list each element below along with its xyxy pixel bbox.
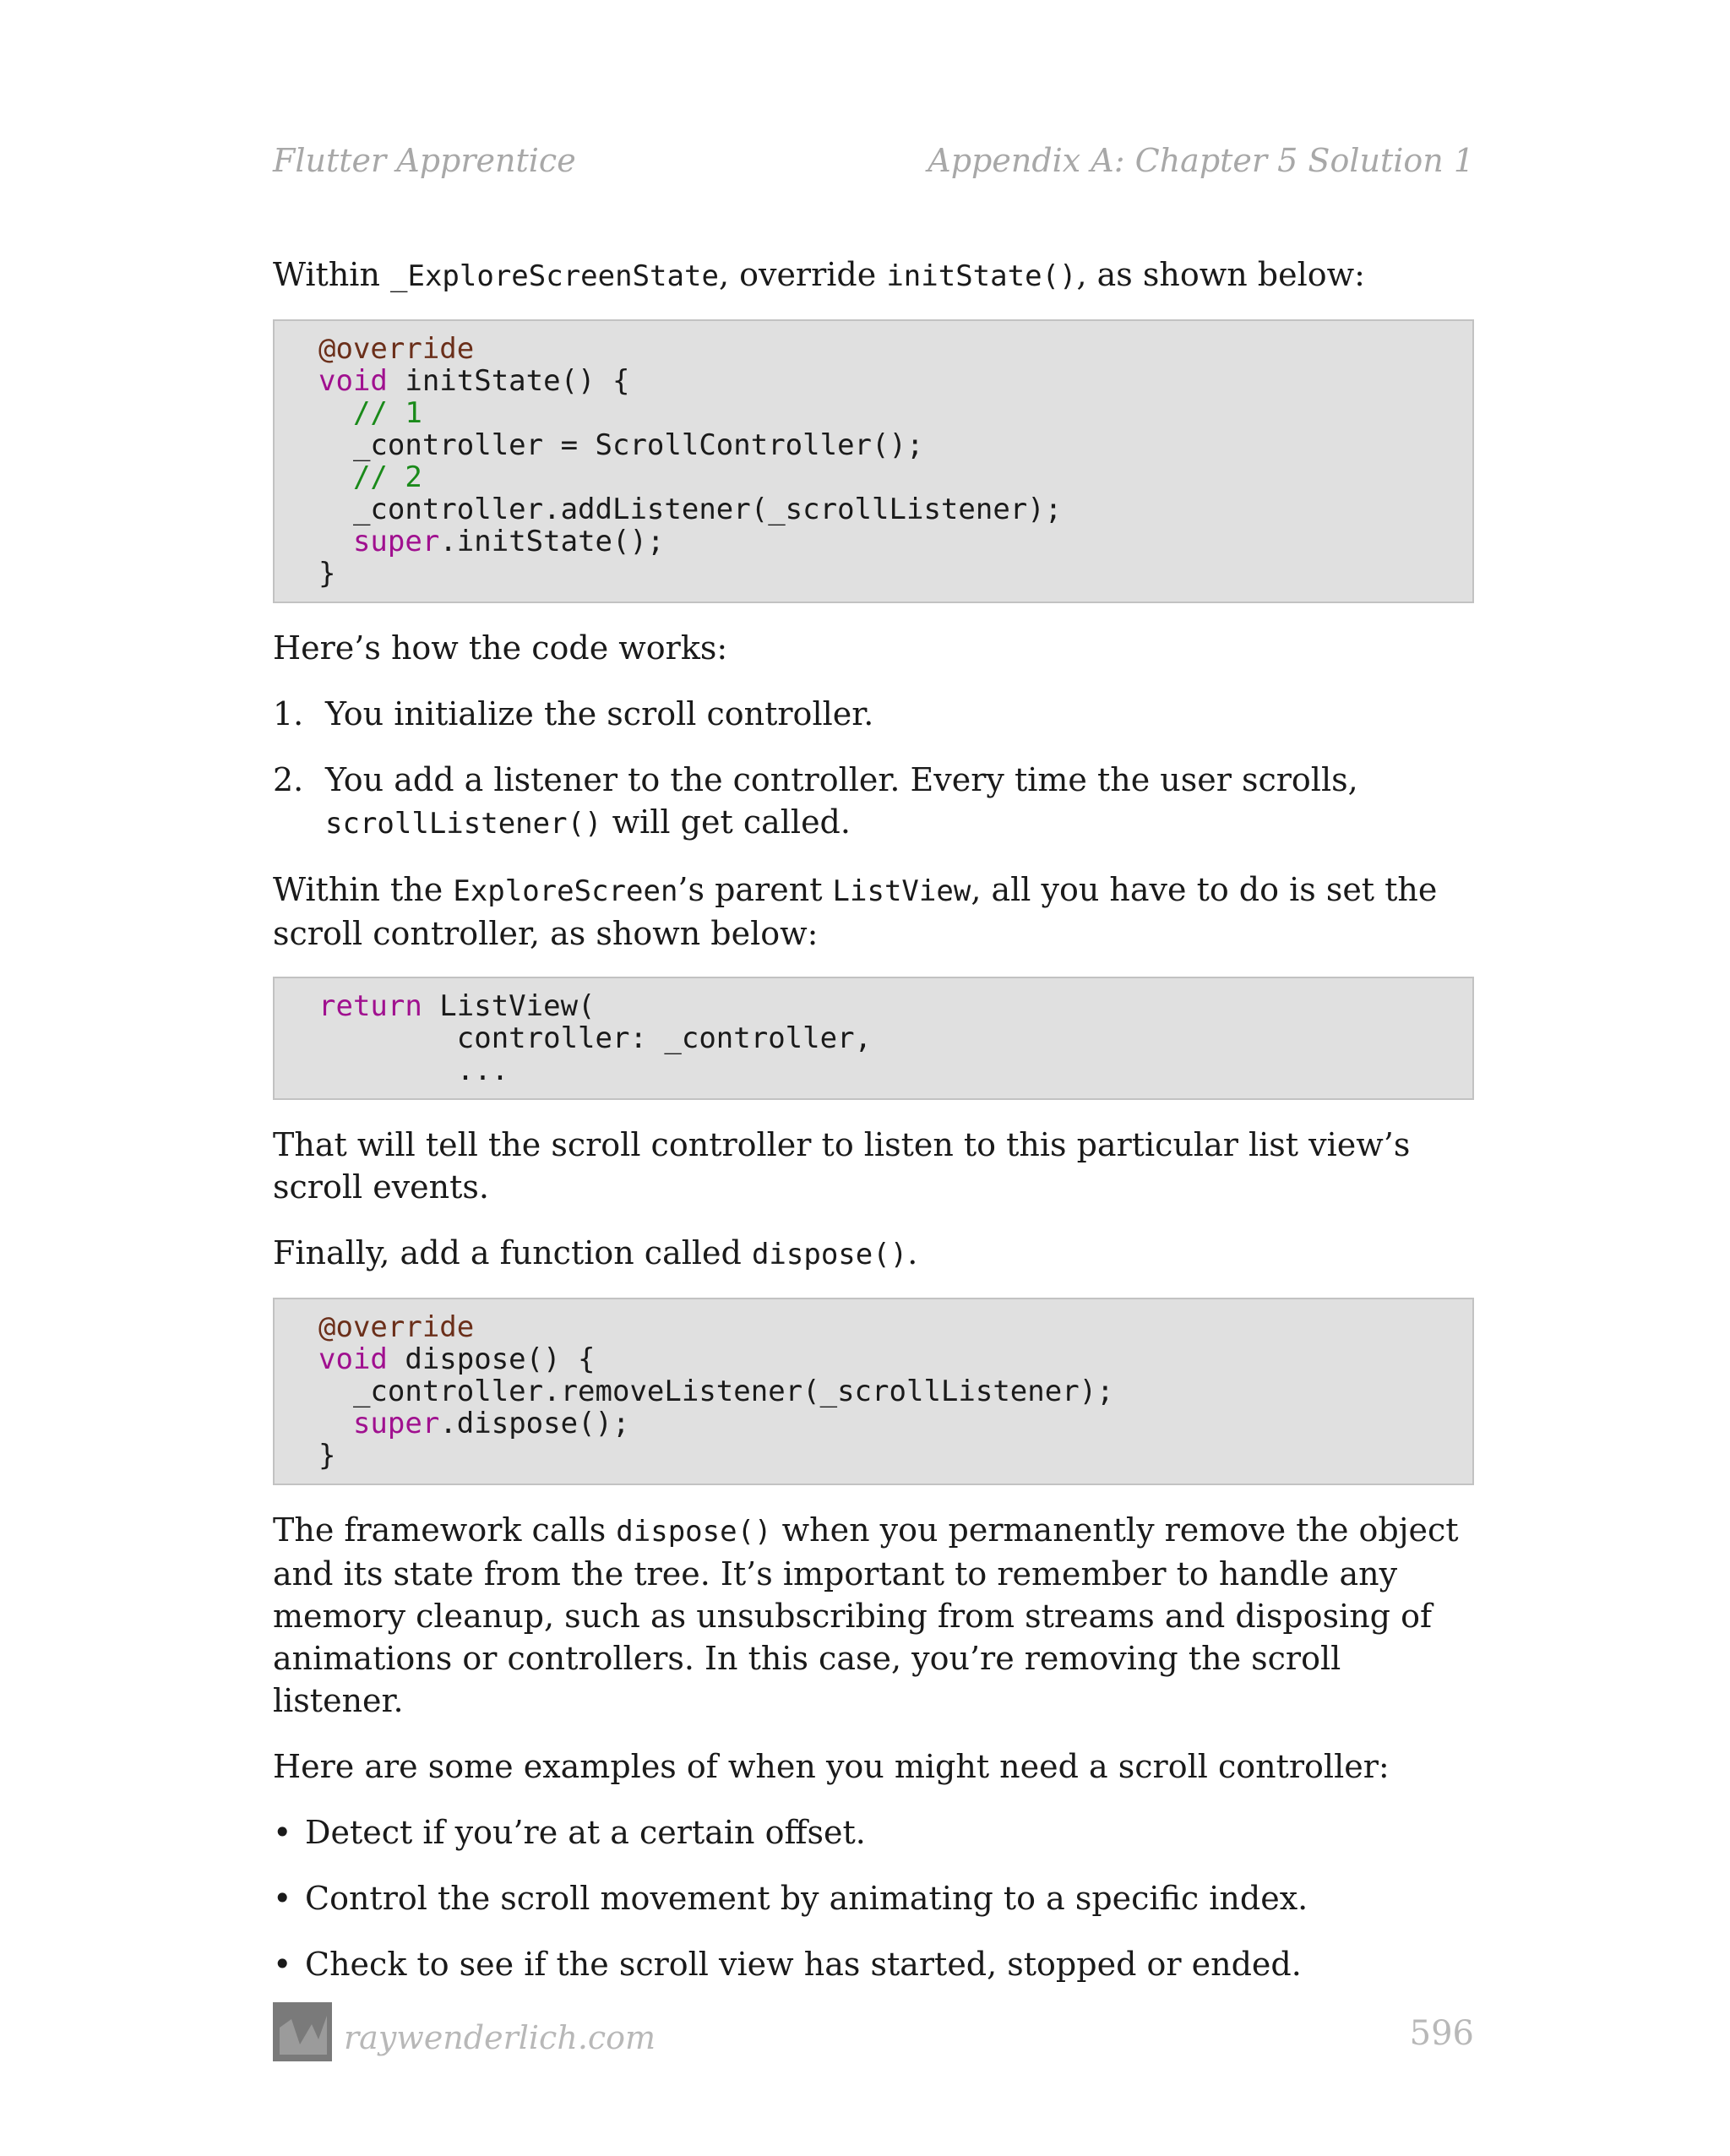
list-item: 1. You initialize the scroll controller. [273,695,874,732]
inline-code: ExploreScreen [453,874,678,908]
code-line: void initState() { [318,364,630,398]
code-block-dispose [273,1298,1474,1485]
code-line: @override [318,332,475,366]
paragraph-scroll-events: That will tell the scroll controller to listen to this particular list view’s scroll events. [273,1126,1411,1206]
page-content [273,253,1474,1985]
bullet-icon: • [273,1946,292,1983]
footer-site-link[interactable]: raywenderlich.com [344,2019,656,2056]
chapter-title: Appendix A: Chapter 5 Solution 1 [928,142,1474,179]
bullet-icon: • [273,1814,292,1851]
code-line: ... [318,1054,509,1087]
list-item: • Control the scroll movement by animating to a specific index. [273,1877,1474,1919]
code-block-initstate [273,319,1474,603]
page-number: 596 [1409,2014,1474,2053]
inline-code: scrollListener() [325,807,602,841]
paragraph-intro: Within _ExploreScreenState, override initState(), as shown below: [273,256,1365,293]
paragraph-how-it-works: Here’s how the code works: [273,629,728,667]
code-block-listview [273,977,1474,1100]
raywenderlich-logo-icon [273,2002,332,2061]
code-line: @override [318,1310,475,1344]
code-line: _controller.removeListener(_scrollListener); [318,1375,1114,1408]
numbered-list [273,693,1474,845]
paragraph-examples: Here are some examples of when you might need a scroll controller: [273,1748,1390,1785]
code-comment: // 1 [318,396,422,430]
bullet-list [273,1811,1474,1985]
inline-code: initState() [886,259,1077,293]
code-line: super.initState(); [352,525,665,558]
paragraph-dispose-intro: Finally, add a function called dispose(). [273,1234,918,1271]
list-item: 2. You add a listener to the controller. Every time the user scrolls, scrollListener() will get called. [273,761,1358,841]
code-line: super.dispose(); [352,1407,630,1440]
book-title: Flutter Apprentice [273,142,576,179]
code-line: controller: _controller, [318,1021,873,1055]
code-line: } [318,1439,336,1473]
list-item: • Detect if you’re at a certain offset. [273,1811,1474,1854]
inline-code: dispose() [616,1515,772,1549]
code-line: _controller.addListener(_scrollListener); [318,493,1063,526]
code-line: _controller = ScrollController(); [318,428,924,462]
paragraph-listview: Within the ExploreScreen’s parent ListView, all you have to do is set the scroll controller, as shown below: [273,871,1438,952]
inline-code: _ExploreScreenState [390,259,719,293]
code-line: return ListView( [318,989,596,1023]
code-line: void dispose() { [318,1342,596,1376]
code-comment: // 2 [318,460,422,494]
paragraph-framework-dispose: The framework calls dispose() when you permanently remove the object and its state from the tree. It’s important to remember to handle any memory cleanup, such as unsubscribing from streams and disposing of animations or controllers. In this case, you’re removing the scroll listener. [273,1511,1459,1719]
running-header [273,142,1474,179]
inline-code: ListView [832,874,971,908]
code-line: } [318,557,336,591]
inline-code: dispose() [751,1238,908,1271]
list-item: • Check to see if the scroll view has started, stopped or ended. [273,1943,1474,1985]
bullet-icon: • [273,1880,292,1917]
